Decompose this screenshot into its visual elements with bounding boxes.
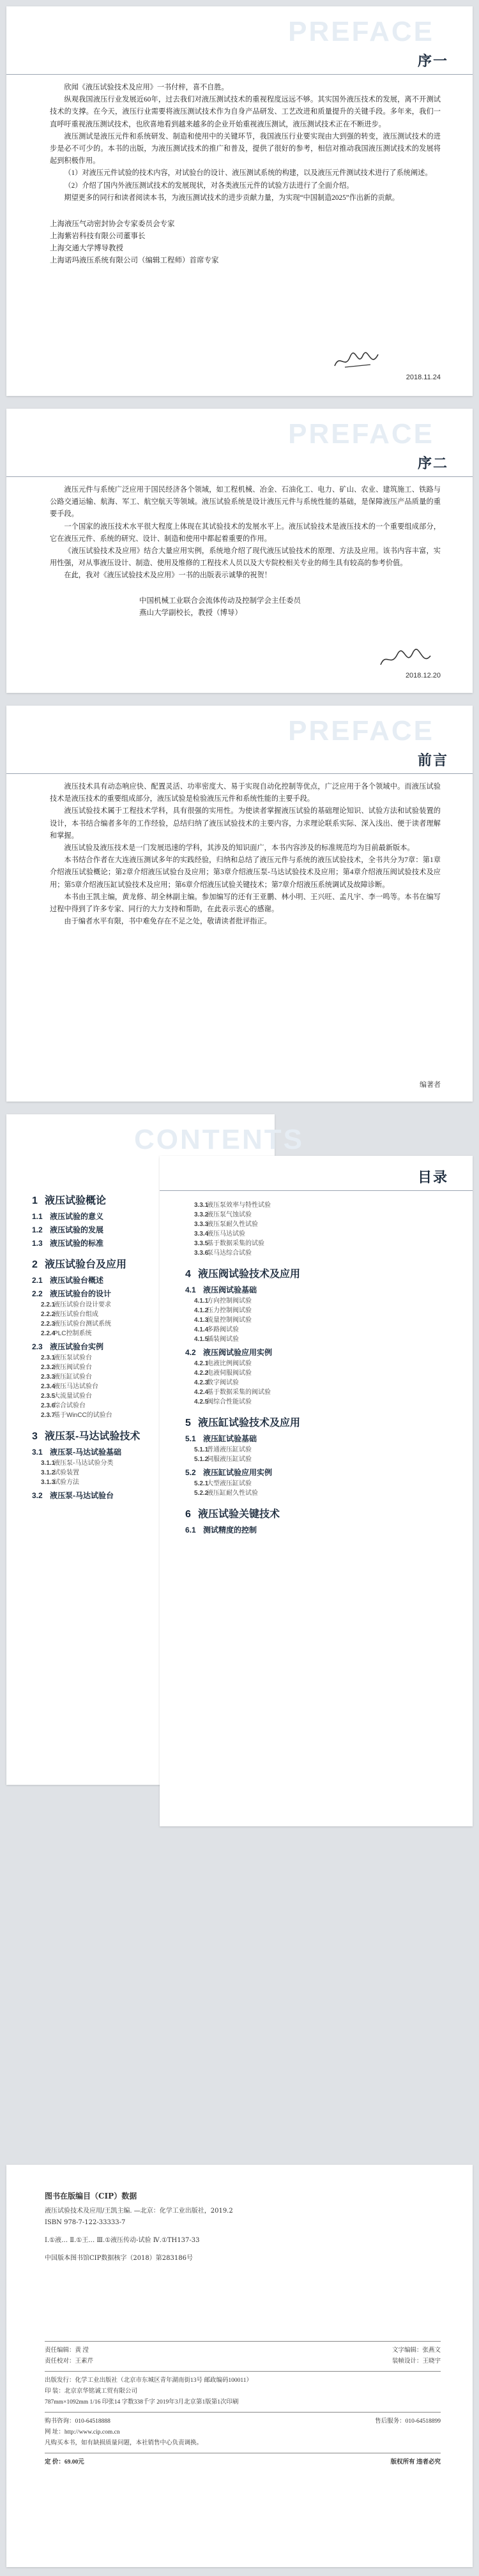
foreword-page	[6, 706, 473, 1102]
signer-line: 中国机械工业联合会流体传动及控制学会主任委员	[139, 596, 301, 605]
toc-text: 测试精度的控制	[203, 1526, 257, 1534]
toc-text: 基于WinCC的试验台	[54, 1412, 112, 1419]
toc-text: 液压泵气蚀试验	[207, 1211, 252, 1218]
toc-text: 液压试验台设计要求	[54, 1301, 111, 1308]
handwritten-signature	[377, 648, 434, 671]
editor-label: 文字编辑：	[392, 2347, 423, 2354]
toc-text: 液压马达试验台	[54, 1383, 98, 1390]
toc-number: 1.2	[32, 1225, 43, 1234]
signer-line: 上海交通大学博导教授	[50, 245, 123, 253]
toc-entry[interactable]	[185, 1359, 453, 1368]
toc-text: 液压阀试验台	[54, 1364, 92, 1371]
toc-number: 4.2.2	[194, 1370, 209, 1377]
toc-chapter[interactable]	[185, 1506, 453, 1520]
toc-chapter[interactable]	[185, 1266, 453, 1280]
toc-text: 液压泵试验台	[54, 1354, 92, 1361]
toc-text: 泵马达综合试验	[207, 1250, 252, 1257]
preface-date: 2018.12.20	[405, 672, 441, 679]
toc-page-right	[160, 1156, 473, 1826]
toc-number: 5.2.2	[194, 1490, 209, 1497]
ghost-watermark: PREFACE	[288, 16, 434, 47]
toc-number: 2.3.7	[41, 1412, 56, 1419]
toc-number: 3.3.1	[194, 1202, 209, 1209]
toc-text: 压力控制阀试验	[207, 1307, 252, 1314]
toc-number: 5.1.2	[194, 1456, 209, 1463]
toc-number: 1.1	[32, 1212, 43, 1221]
cip-block	[45, 2190, 441, 2264]
toc-number: 2.2.4	[41, 1330, 56, 1337]
preface-body	[50, 484, 441, 619]
paragraph: 本书结合作者在大连液压测试多年的实践经验，归纳和总结了液压元件与系统的液压试验技术，全书共分为7章：第1章介绍液压试验概论；第2章介绍液压试验台及应用；第3章介绍液压泵-马达试验技术及应用；第4章介绍液压阀试验技术及应用；第5章介绍液压缸试验技术及应用；第6章介绍液压试验关键技术；第7章介绍液压系统调试及故障诊断。	[50, 856, 441, 889]
toc-number: 3.3.6	[194, 1250, 209, 1257]
toc-text: 液压试验的标准	[50, 1239, 104, 1248]
toc-entry[interactable]	[185, 1239, 453, 1248]
toc-text: 电液伺服阀试验	[207, 1370, 252, 1377]
printer-line: 印 装：北京京华铭诚工贸有限公司	[45, 2388, 137, 2395]
toc-number: 2.3	[32, 1342, 43, 1351]
contact-line: 售后服务：010-64518899	[375, 2418, 441, 2425]
toc-text: 液压试验关键技术	[198, 1509, 280, 1520]
price: 定 价：69.00元	[45, 2459, 84, 2466]
ghost-watermark: CONTENTS	[134, 1124, 304, 1155]
paragraph: （2）介绍了国内外液压测试技术的发展现状，对各类液压元件的试验方法进行了全面介绍。	[64, 181, 354, 190]
signer-block	[50, 595, 441, 619]
preface-body	[50, 82, 441, 267]
toc-number: 1.3	[32, 1239, 43, 1248]
toc-number: 3.1.3	[41, 1479, 56, 1486]
toc-entry[interactable]	[185, 1388, 453, 1397]
toc-number: 4.2.4	[194, 1389, 209, 1396]
paragraph: 《液压试验技术及应用》结合大量应用实例，系统地介绍了现代液压试验技术的原理、方法及应用。该书内容丰富，实用性强，对从事液压设计、制造、使用及维修的工程技术人员以及大专院校相关专业的师生具有较高的参考价值。	[50, 547, 441, 568]
paragraph: 欣闻《液压试验技术及应用》一书付梓，喜不自胜。	[64, 84, 229, 91]
toc-text: 大型液压缸试验	[207, 1480, 252, 1487]
toc-entry[interactable]	[185, 1210, 453, 1220]
editor-row	[45, 2345, 441, 2356]
editor-value: 王晓宇	[422, 2358, 441, 2365]
toc-number: 5	[185, 1418, 191, 1428]
toc-text: 插装阀试验	[207, 1336, 239, 1343]
toc-entry[interactable]	[185, 1306, 453, 1315]
toc-text: 液压试验台概述	[50, 1276, 104, 1285]
toc-number: 5.2.1	[194, 1480, 209, 1487]
toc-number: 4.2.3	[194, 1379, 209, 1386]
toc-number: 3.3.5	[194, 1240, 209, 1247]
toc-text: 流量控制阀试验	[207, 1317, 252, 1324]
toc-number: 3.3.3	[194, 1221, 209, 1228]
toc-entry[interactable]	[185, 1229, 453, 1239]
editor-label: 装帧设计：	[392, 2358, 423, 2365]
toc-number: 4	[185, 1269, 191, 1280]
preface-date: 2018.11.24	[406, 374, 441, 381]
toc-text: 液压试验的发展	[50, 1225, 104, 1234]
paragraph: 在此，我对《液压试验技术及应用》一书的出版表示诚挚的祝贺！	[64, 572, 271, 580]
toc-number: 2.3.4	[41, 1383, 56, 1390]
editor-value: 张燕文	[422, 2347, 441, 2354]
toc-entry[interactable]	[185, 1397, 453, 1407]
toc-number: 2.3.3	[41, 1374, 56, 1381]
toc-text: 阀综合性能试验	[207, 1398, 252, 1405]
toc-entry[interactable]	[185, 1325, 453, 1335]
toc-text: PLC控制系统	[54, 1330, 92, 1337]
toc-text: 液压泵-马达试验台	[50, 1491, 114, 1500]
toc-text: 电液比例阀试验	[207, 1360, 252, 1367]
paragraph: 由于编者水平有限，书中难免存在不足之处，敬请读者批评指正。	[64, 918, 271, 926]
toc-number: 3.1	[32, 1448, 43, 1457]
toc-entry[interactable]	[185, 1368, 453, 1378]
editor-value: 黄 滢	[75, 2347, 89, 2354]
toc-text: 综合试验台	[54, 1402, 86, 1409]
cip-line: ISBN 978-7-122-33333-7	[45, 2219, 126, 2226]
publisher-line: 出版发行：化学工业出版社（北京市东城区青年湖南街13号 邮政编码100011）	[45, 2377, 253, 2384]
handwritten-signature	[332, 348, 383, 374]
toc-text: 液压阀试验技术及应用	[198, 1269, 301, 1280]
toc-number: 3.2	[32, 1491, 43, 1500]
toc-number: 2.1	[32, 1276, 43, 1285]
toc-number: 3.1.1	[41, 1460, 56, 1467]
toc-number: 3.1.2	[41, 1469, 56, 1476]
spec-line: 787mm×1092mm 1/16 印张14 字数338千字 2019年3月北京第1版第1次印刷	[45, 2399, 239, 2406]
toc-text: 液压试验台及应用	[45, 1259, 127, 1270]
toc-text: 方向控制阀试验	[207, 1298, 252, 1305]
signer-line: 燕山大学副校长，教授（博导）	[139, 609, 242, 617]
toc-text: 液压缸试验应用实例	[203, 1468, 273, 1477]
section-title: 序一	[417, 53, 448, 69]
toc-number: 4.1.2	[194, 1307, 209, 1314]
toc-text: 液压试验台实例	[50, 1342, 104, 1351]
toc-number: 2.2	[32, 1289, 43, 1298]
toc-number: 4.1.5	[194, 1336, 209, 1343]
toc-text: 伺服液压缸试验	[207, 1456, 252, 1463]
section-header	[160, 1162, 473, 1191]
cip-line: Ⅰ.①液… Ⅱ.①王… Ⅲ.①液压传动-试验 Ⅳ.①TH137-33	[45, 2237, 200, 2244]
toc-text: 液压泵-马达试验分类	[54, 1460, 114, 1467]
editor-label: 责任校对：	[45, 2358, 75, 2365]
signer-line: 上海诺玛液压系统有限公司（编辑工程师）首席专家	[50, 257, 219, 265]
copyright-page	[6, 2165, 473, 2567]
toc-entry[interactable]	[185, 1296, 453, 1306]
rights-notice: 版权所有 违者必究	[390, 2459, 441, 2466]
toc-number: 3	[32, 1431, 38, 1442]
divider	[45, 2341, 441, 2342]
preface-two-page	[6, 409, 473, 693]
toc-text: 液压泵效率与特性试验	[207, 1202, 271, 1209]
toc-number: 3.3.2	[194, 1211, 209, 1218]
website-link[interactable]: 网 址：http://www.cip.com.cn	[45, 2429, 120, 2436]
toc-text: 基于数据采集的阀试验	[207, 1389, 271, 1396]
toc-number: 2.3.6	[41, 1402, 56, 1409]
toc-number: 2.2.3	[41, 1321, 56, 1328]
section-title: 目录	[417, 1169, 448, 1185]
imprint-block	[45, 2337, 441, 2468]
paragraph: 期望更多的同行和读者阅读本书，为液压测试技术的进步贡献力量，为实现“中国制造2025”作出新的贡献。	[64, 193, 399, 202]
price-row	[45, 2457, 441, 2468]
foreword-body	[50, 781, 441, 928]
toc-number: 5.1	[185, 1434, 196, 1443]
toc-entry[interactable]	[185, 1489, 453, 1498]
toc-text: 液压试验台的设计	[50, 1289, 112, 1298]
toc-text: 液压马达试验	[207, 1231, 245, 1238]
paragraph: 本书由王凯主编，黄龙修、胡全林副主编。参加编写的还有王亚鹏、林小明、王兴旺、孟凡宇、李一鸣等。本书在编写过程中得到了许多专家、同行的大力支持和帮助，在此表示衷心的感谢。	[50, 893, 441, 914]
signer-block	[50, 218, 441, 267]
toc-right-column	[185, 1201, 453, 1536]
paragraph: 纵观我国液压行业发展近60年，过去我们对液压测试技术的重视程度远远不够。其实国外液压技术的发展，离不开测试技术的支撑。在今天，液压行业需要将液压测试技术作为自身产品研发、工艺改进和质量提升的关键手段。多年来，我们一直呼吁重视液压测试技术，也欣喜地看到越来越多的企业开始重视液压测试，液压测试技术正在不断进步。	[50, 96, 441, 128]
toc-text: 液压缸试验台	[54, 1374, 92, 1381]
ghost-watermark: PREFACE	[288, 418, 434, 450]
cip-heading: 图书在版编目（CIP）数据	[45, 2192, 137, 2201]
preface-one-page	[6, 6, 473, 396]
editor-row	[45, 2356, 441, 2367]
toc-number: 6.1	[185, 1526, 196, 1534]
toc-text: 液压阀试验基础	[203, 1285, 257, 1294]
toc-text: 普通液压缸试验	[207, 1446, 252, 1453]
toc-entry[interactable]	[185, 1335, 453, 1344]
toc-number: 1	[32, 1195, 38, 1206]
toc-number: 5.1.1	[194, 1446, 209, 1453]
toc-text: 液压试验概论	[45, 1195, 107, 1206]
toc-chapter[interactable]	[185, 1414, 453, 1429]
toc-number: 2.3.1	[41, 1354, 56, 1361]
divider	[45, 2412, 441, 2413]
toc-number: 4.1.4	[194, 1326, 209, 1333]
toc-section[interactable]	[185, 1467, 453, 1478]
toc-number: 3.3.4	[194, 1231, 209, 1238]
toc-section[interactable]	[185, 1524, 453, 1535]
toc-text: 液压试验台组成	[54, 1311, 98, 1318]
toc-text: 多路阀试验	[207, 1326, 239, 1333]
toc-text: 液压缸试验技术及应用	[198, 1418, 301, 1428]
divider	[45, 2371, 441, 2372]
toc-entry[interactable]	[185, 1220, 453, 1229]
ghost-watermark: PREFACE	[288, 715, 434, 746]
signer-line: 上海紫岩科技有限公司董事长	[50, 232, 146, 241]
toc-text: 大流量试验台	[54, 1393, 92, 1400]
section-header	[6, 448, 473, 477]
paragraph: （1）对液压元件试验的技术内容，对试验台的设计、液压测试系统的构建，以及液压元件测试技术进行了系统阐述。	[64, 169, 432, 178]
toc-number: 2	[32, 1259, 38, 1270]
section-header	[6, 46, 473, 75]
contact-row	[45, 2416, 441, 2427]
toc-section[interactable]	[185, 1284, 453, 1295]
editor-label: 责任编辑：	[45, 2347, 75, 2354]
toc-number: 4.1.1	[194, 1298, 209, 1305]
toc-number: 2.2.1	[41, 1301, 56, 1308]
toc-entry[interactable]	[185, 1445, 453, 1455]
contact-line: 购书咨询：010-64518888	[45, 2418, 110, 2425]
toc-section[interactable]	[185, 1347, 453, 1358]
toc-text: 液压泵-马达试验技术	[45, 1431, 141, 1442]
toc-number: 2.3.5	[41, 1393, 56, 1400]
toc-text: 液压缸耐久性试验	[207, 1490, 258, 1497]
toc-entry[interactable]	[185, 1248, 453, 1258]
author-label: 编著者	[420, 1081, 441, 1089]
toc-entry[interactable]	[185, 1201, 453, 1210]
toc-text: 液压试验的意义	[50, 1212, 104, 1221]
toc-number: 5.2	[185, 1468, 196, 1477]
toc-number: 4.2.5	[194, 1398, 209, 1405]
toc-entry[interactable]	[185, 1479, 453, 1489]
section-title: 序二	[417, 455, 448, 471]
toc-text: 试验方法	[54, 1479, 79, 1486]
toc-text: 液压阀试验应用实例	[203, 1348, 273, 1357]
toc-number: 6	[185, 1509, 191, 1520]
cip-line: 液压试验技术及应用/王凯主编. —北京：化学工业出版社，2019.2	[45, 2208, 233, 2215]
toc-number: 2.2.2	[41, 1311, 56, 1318]
toc-text: 数字阀试验	[207, 1379, 239, 1386]
toc-text: 液压泵-马达试验基础	[50, 1448, 121, 1457]
cip-line: 中国版本图书馆CIP数据核字（2018）第283186号	[45, 2255, 193, 2262]
section-header	[6, 745, 473, 774]
paragraph: 液压元件与系统广泛应用于国民经济各个领域，如工程机械、冶金、石油化工、电力、矿山、农业、建筑施工、铁路与公路交通运输、航海、军工、航空航天等领域。液压试验系统是设计液压元件与系统性能的基础，是保障液压产品质量的重要手段。	[50, 486, 441, 519]
paragraph: 液压测试是液压元件和系统研发、制造和使用中的关键环节，我国液压行业要实现由大到强的转变，液压测试技术的进步是必不可少的。本书的出版，为液压测试技术的推广和普及，提供了很好的参考，相信对推动我国液压测试技术的发展将起到积极作用。	[50, 132, 441, 165]
paragraph: 一个国家的液压技术水平很大程度上体现在其试验技术的发展水平上。液压试验技术是液压技术的一个重要组成部分，它在液压元件、系统的研究、设计、制造和使用中都起着重要的作用。	[50, 522, 441, 543]
toc-text: 基于数据采集的试验	[207, 1240, 264, 1247]
editor-value: 王素芹	[75, 2358, 94, 2365]
toc-number: 4.2.1	[194, 1360, 209, 1367]
toc-entry[interactable]	[185, 1315, 453, 1325]
toc-text: 液压缸试验基础	[203, 1434, 257, 1443]
toc-text: 试验装置	[54, 1469, 79, 1476]
toc-text: 液压试验台测试系统	[54, 1321, 111, 1328]
toc-text: 液压泵耐久性试验	[207, 1221, 258, 1228]
paragraph: 液压技术具有动态响应快、配置灵活、功率密度大、易于实现自动化控制等优点，广泛应用于各个领域中。而液压试验技术是液压技术的重要组成部分，液压试验是检验液压元件和系统性能的主要手段。	[50, 783, 441, 803]
toc-number: 4.1	[185, 1285, 196, 1294]
signer-line: 上海液压气动密封协会专家委员会专家	[50, 220, 175, 229]
paragraph: 液压试验及液压技术是一门发展迅速的学科，其涉及的知识面广，本书内容涉及的标准规范均为目前最新版本。	[64, 844, 414, 852]
toc-entry[interactable]	[185, 1378, 453, 1388]
notice-line: 凡购买本书，如有缺损质量问题，本社销售中心负责调换。	[45, 2440, 203, 2446]
toc-entry[interactable]	[185, 1455, 453, 1464]
toc-section[interactable]	[185, 1433, 453, 1444]
toc-number: 4.1.3	[194, 1317, 209, 1324]
toc-number: 4.2	[185, 1348, 196, 1357]
section-title: 前言	[417, 752, 448, 768]
toc-number: 2.3.2	[41, 1364, 56, 1371]
paragraph: 液压试验技术属于工程技术学科，具有很强的实用性。为使读者掌握液压试验的基础理论知识、试验方法和试验装置的设计，本书结合编者多年的工作经验，总结归纳了液压试验技术的主要内容，力求理论联系实际、深入浅出、便于读者理解和掌握。	[50, 807, 441, 840]
